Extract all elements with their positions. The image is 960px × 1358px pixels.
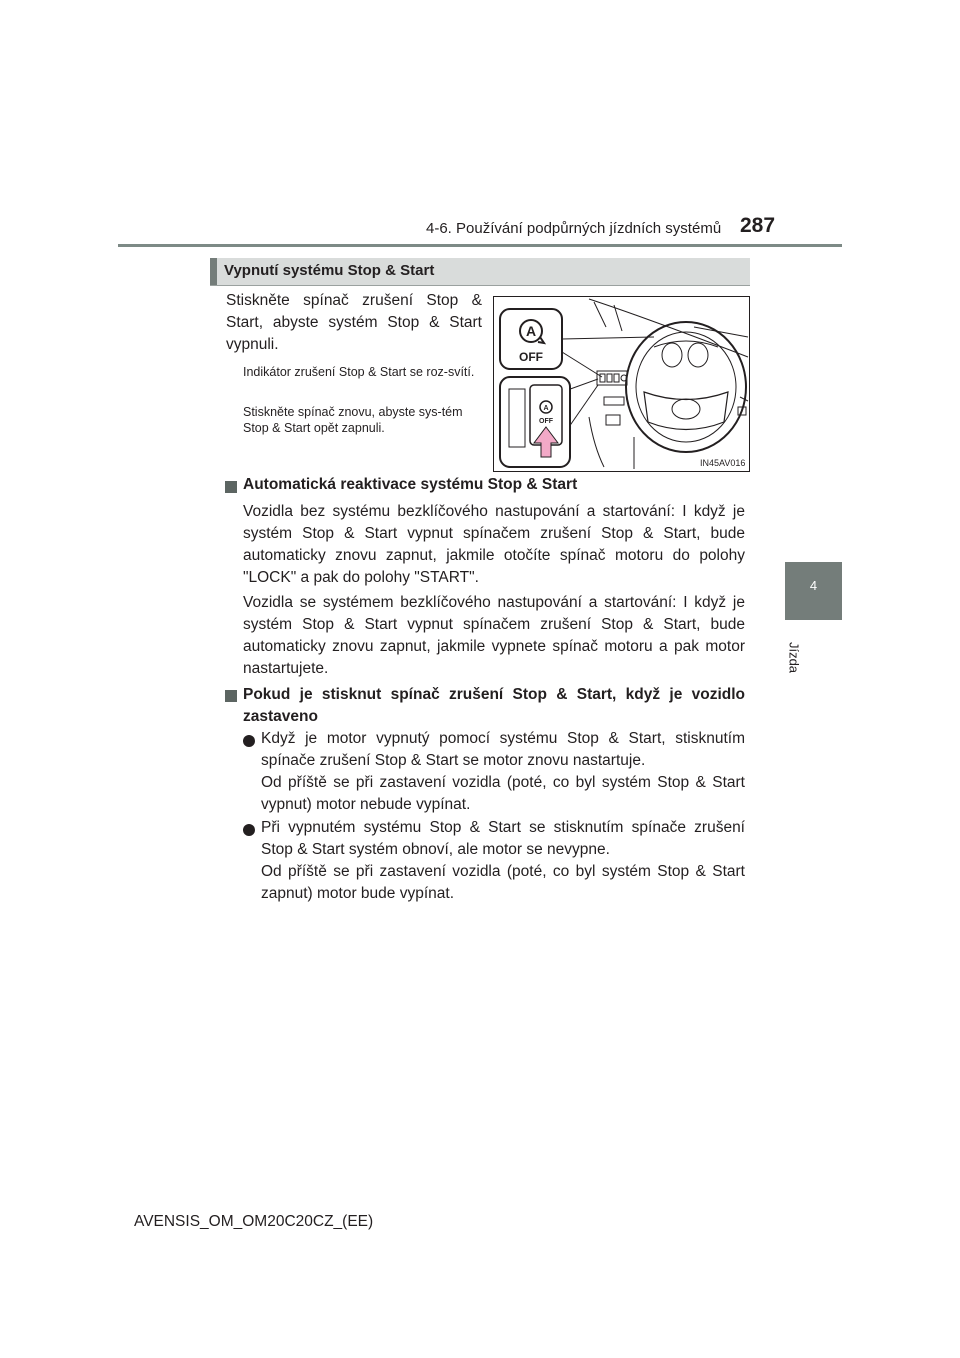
- chapter-label: Jízda: [786, 641, 802, 674]
- intro-instruction: Stiskněte spínač zrušení Stop & Start, abyste systém Stop & Start vypnuli.: [226, 292, 482, 353]
- button-letter-large: A: [525, 323, 537, 339]
- dashboard-illustration: [493, 296, 750, 472]
- button-label-small: OFF: [539, 418, 553, 425]
- stopped-bullet2: Při vypnutém systému Stop & Start se stisknutím spínače zrušení Stop & Start systém obnoví, ale motor se nevypne.: [261, 819, 745, 858]
- auto-reactivation-heading: Automatická reaktivace systému Stop & Start: [243, 476, 578, 493]
- figure-code: IN45AV016: [700, 458, 746, 468]
- button-label-large: OFF: [519, 350, 543, 364]
- intro-note-reenable: Stiskněte spínač znovu, abyste sys-tém Stop & Start opět zapnuli.: [243, 405, 463, 435]
- chapter-number: 4: [809, 578, 818, 593]
- auto-reactivation-p1: Vozidla bez systému bezklíčového nastupování a startování: I když je systém Stop & Start vypnut spínačem zrušení Stop & Start, bude automaticky znovu zapnut, jakmile otočíte spínač motoru do polohy "LOCK" a pak do polohy "START".: [243, 503, 745, 586]
- section-title: Vypnutí systému Stop & Start: [224, 262, 435, 279]
- document-footer-code: AVENSIS_OM_OM20C20CZ_(EE): [134, 1213, 374, 1230]
- header-divider: [118, 244, 842, 247]
- square-bullet-icon: [225, 481, 237, 493]
- section-title-accent: [210, 258, 217, 285]
- stopped-bullet1: Když je motor vypnutý pomocí systému Stop & Start, stisknutím spínače zrušení Stop & Start se motor znovu nastartuje.: [261, 730, 745, 769]
- running-header: 4-6. Používání podpůrných jízdních systémů: [426, 220, 722, 237]
- auto-reactivation-p2: Vozidla se systémem bezklíčového nastupování a startování: I když je systém Stop & Start vypnut spínačem zrušení Stop & Start, bude automaticky znovu zapnut, jakmile vypnete spínač motoru a pak motor nastartujete.: [243, 594, 745, 677]
- intro-note-indicator: Indikátor zrušení Stop & Start se roz-svítí.: [243, 365, 475, 379]
- stopped-bullet1-followup: Od příště se při zastavení vozidla (poté, co byl systém Stop & Start vypnut) motor nebude vypínat.: [261, 774, 745, 813]
- square-bullet-icon: [225, 690, 237, 702]
- stopped-bullet2-followup: Od příště se při zastavení vozidla (poté, co byl systém Stop & Start zapnut) motor bude vypínat.: [261, 863, 745, 902]
- stopped-vehicle-heading: Pokud je stisknut spínač zrušení Stop & Start, když je vozidlo zastaveno: [243, 686, 745, 725]
- round-bullet-icon: [243, 824, 255, 836]
- button-letter-small: A: [543, 405, 549, 412]
- page-number: 287: [740, 214, 776, 237]
- round-bullet-icon: [243, 735, 255, 747]
- dashboard-drawing: [494, 297, 749, 471]
